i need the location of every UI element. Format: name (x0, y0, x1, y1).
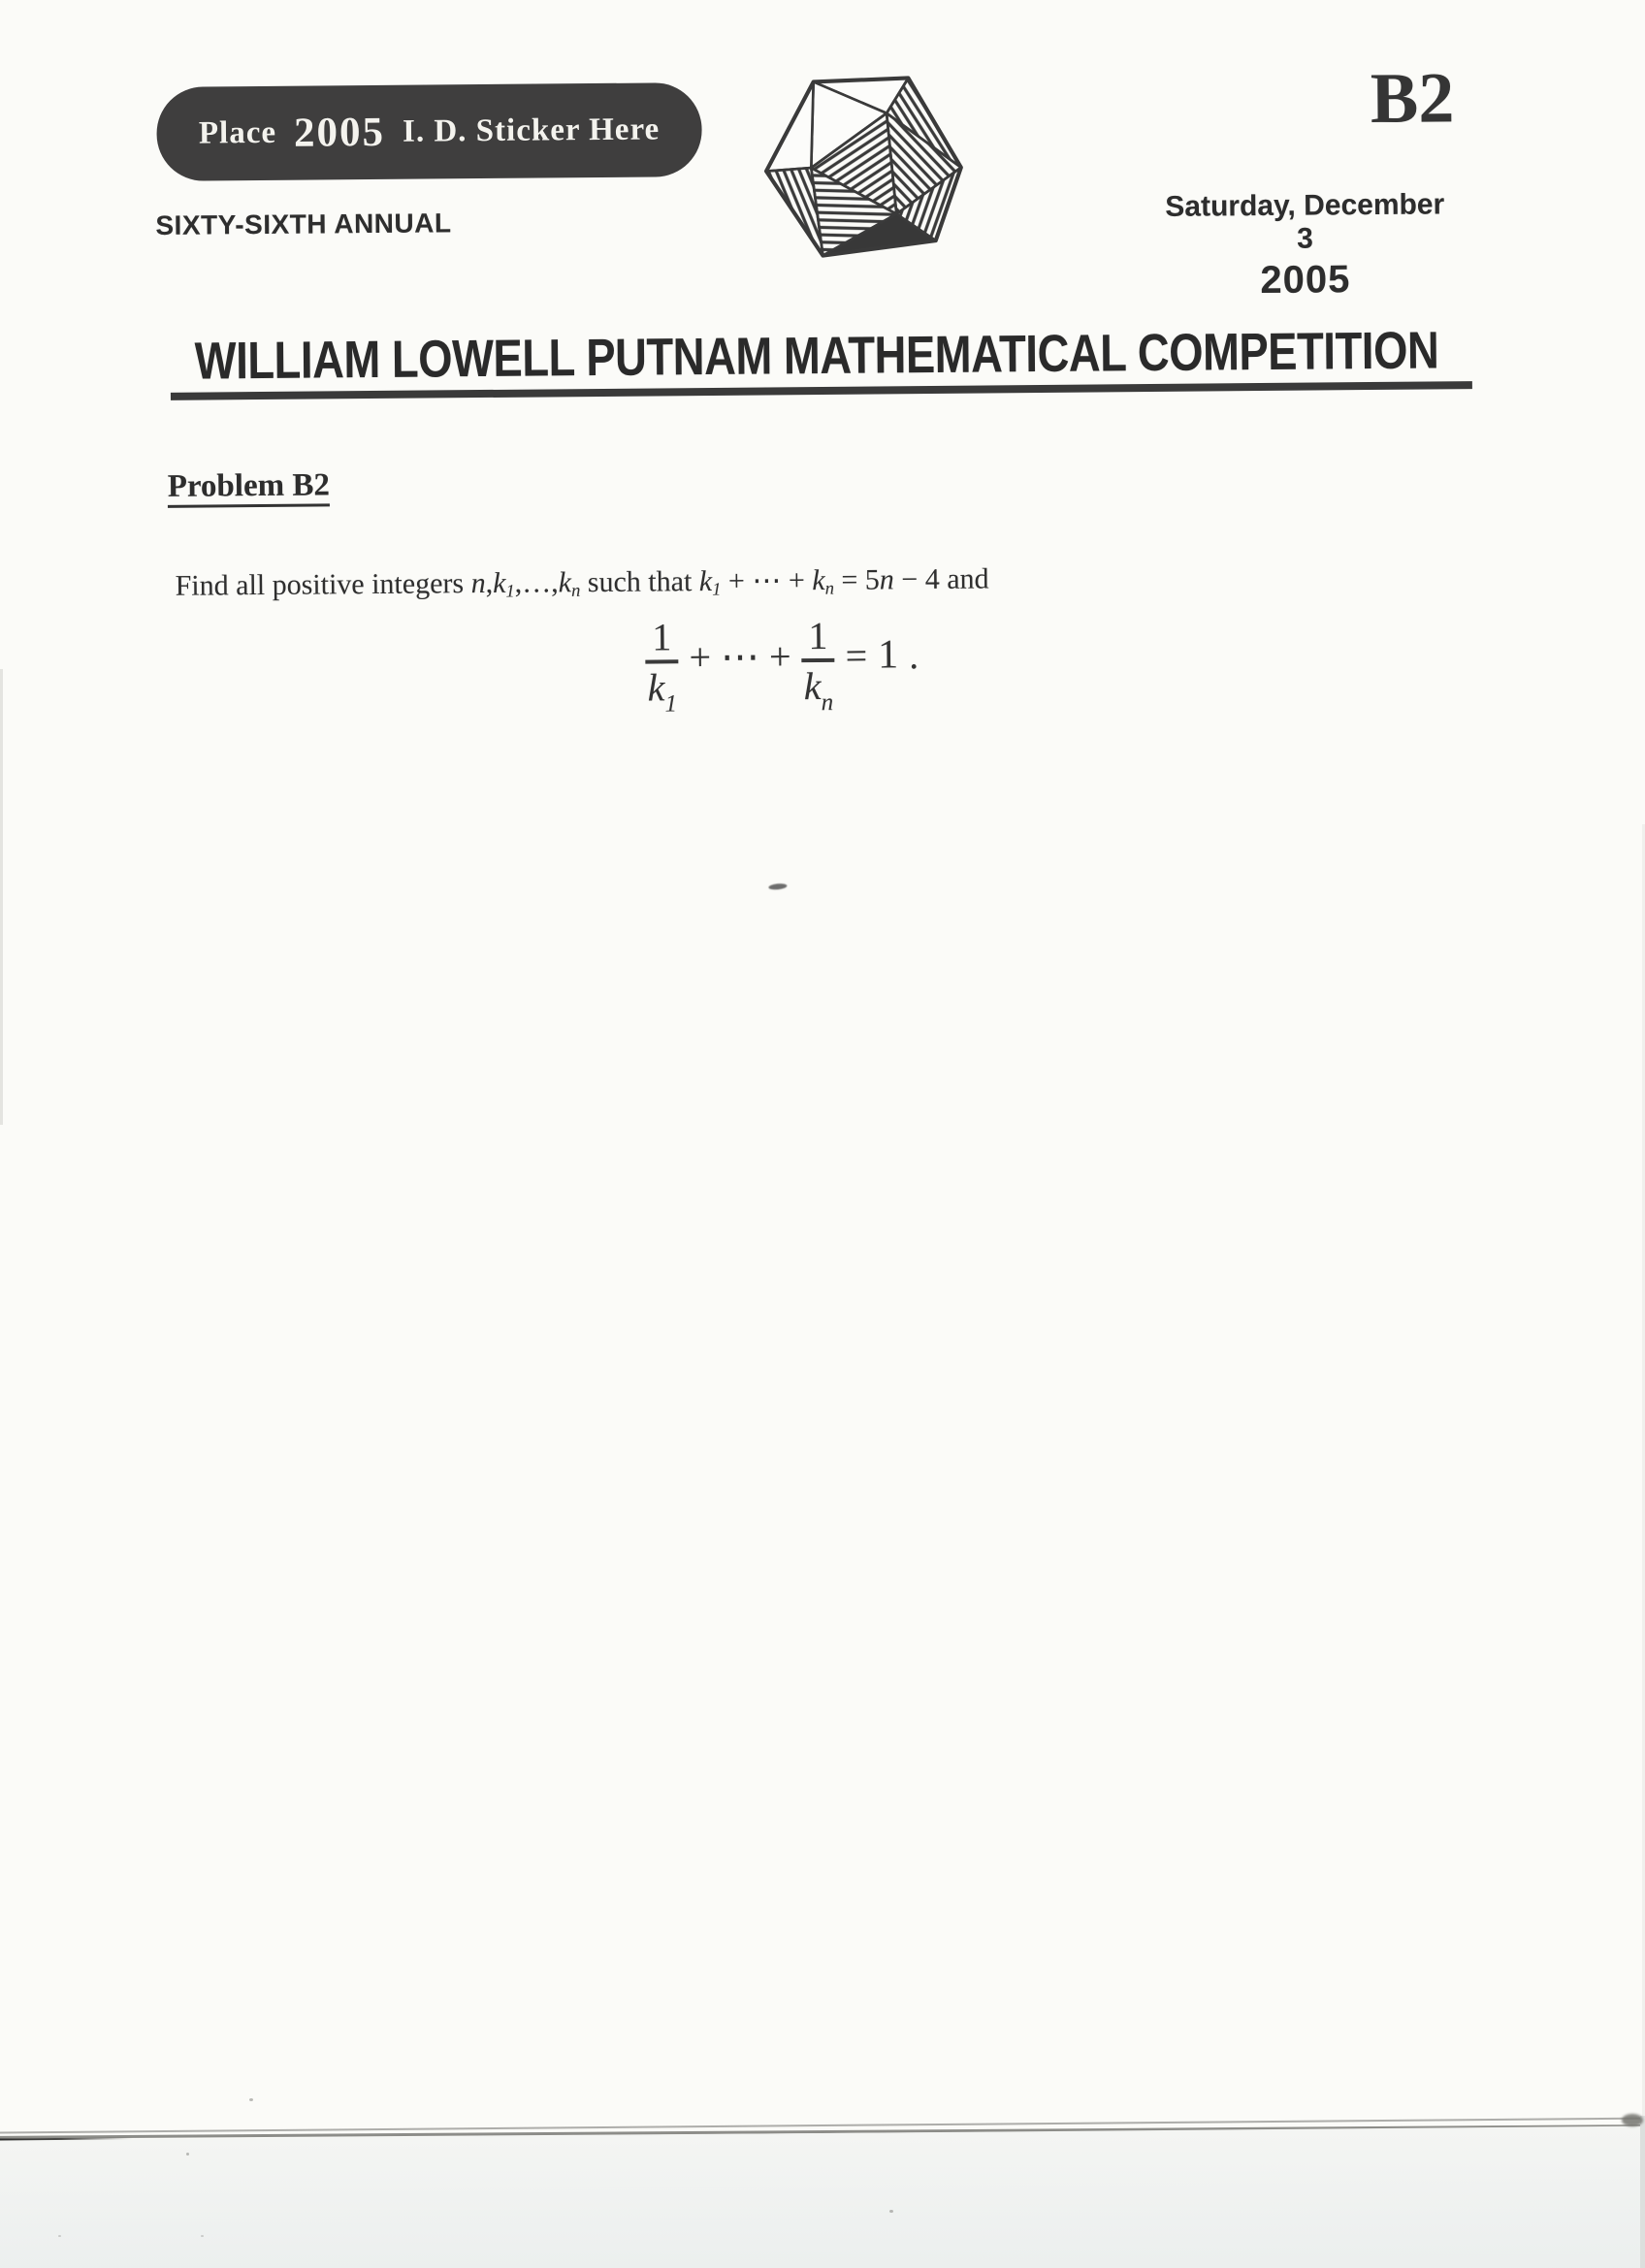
display-equation (578, 613, 986, 718)
equals-sign: = (845, 633, 868, 678)
scan-speck (249, 2098, 253, 2101)
math-var-n: n (879, 563, 894, 596)
fraction-denominator (803, 662, 834, 717)
math-var-kn: k (558, 566, 572, 599)
scan-speck (201, 2235, 204, 2237)
problem-code: B2 (1370, 58, 1455, 140)
math-var-k1: k (698, 564, 713, 598)
math-sub-1: 1 (712, 579, 722, 600)
fraction-numerator: 1 (652, 615, 672, 659)
text-run: such that (580, 565, 699, 599)
problem-heading (168, 467, 330, 504)
scanner-background-below-page (0, 2125, 1645, 2268)
scan-speck (889, 2210, 893, 2213)
math-var-k: k (803, 663, 822, 709)
annual-line: SIXTY-SIXTH ANNUAL (155, 208, 452, 240)
text-run: − 4 and (893, 562, 989, 596)
competition-title: WILLIAM LOWELL PUTNAM MATHEMATICAL COMPETITION (194, 321, 1439, 391)
rhs-value: 1 (877, 632, 899, 678)
math-var-k: k (647, 665, 665, 710)
math-sub-n: n (821, 689, 834, 717)
scan-corner-blob-artifact (1622, 2114, 1643, 2126)
problem-heading-text: Problem B2 (168, 467, 330, 507)
math-sub-n: n (824, 578, 835, 599)
scan-speck (186, 2153, 189, 2156)
id-sticker-box (156, 82, 702, 181)
sticker-rest: I. D. Sticker Here (402, 112, 661, 149)
problem-statement (175, 561, 988, 602)
math-var-kn: k (812, 563, 825, 597)
fraction-numerator: 1 (808, 613, 828, 658)
math-var-n: n (470, 567, 486, 600)
scan-speck (58, 2235, 61, 2237)
fraction-2 (801, 613, 835, 717)
math-sub-1: 1 (505, 581, 515, 602)
math-operator-run: = 5 (833, 563, 880, 596)
math-var-k1: k (492, 566, 506, 599)
plus-dots-operator: + ⋯ + (689, 633, 791, 679)
fraction-denominator (647, 663, 678, 718)
math-operator-run: + ⋯ + (721, 564, 813, 597)
text-run: ,…, (514, 566, 559, 599)
maa-icosahedron-logo (763, 73, 965, 265)
date-line: Saturday, December 3 (1165, 188, 1445, 255)
scan-left-edge-artifact (0, 669, 3, 1125)
text-run: Find all positive integers (175, 567, 471, 602)
math-sub-1: 1 (664, 690, 678, 718)
scan-right-edge-artifact-bottom (1640, 2116, 1645, 2268)
fraction-1 (645, 615, 679, 718)
text-run: , (485, 566, 494, 600)
sticker-year: 2005 (293, 109, 386, 156)
year-line: 2005 (1260, 258, 1351, 303)
period: . (908, 632, 919, 677)
date-block (1156, 188, 1454, 303)
sticker-word-place: Place (198, 114, 277, 151)
scan-dash-artifact (768, 882, 787, 890)
math-sub-n: n (571, 580, 581, 601)
